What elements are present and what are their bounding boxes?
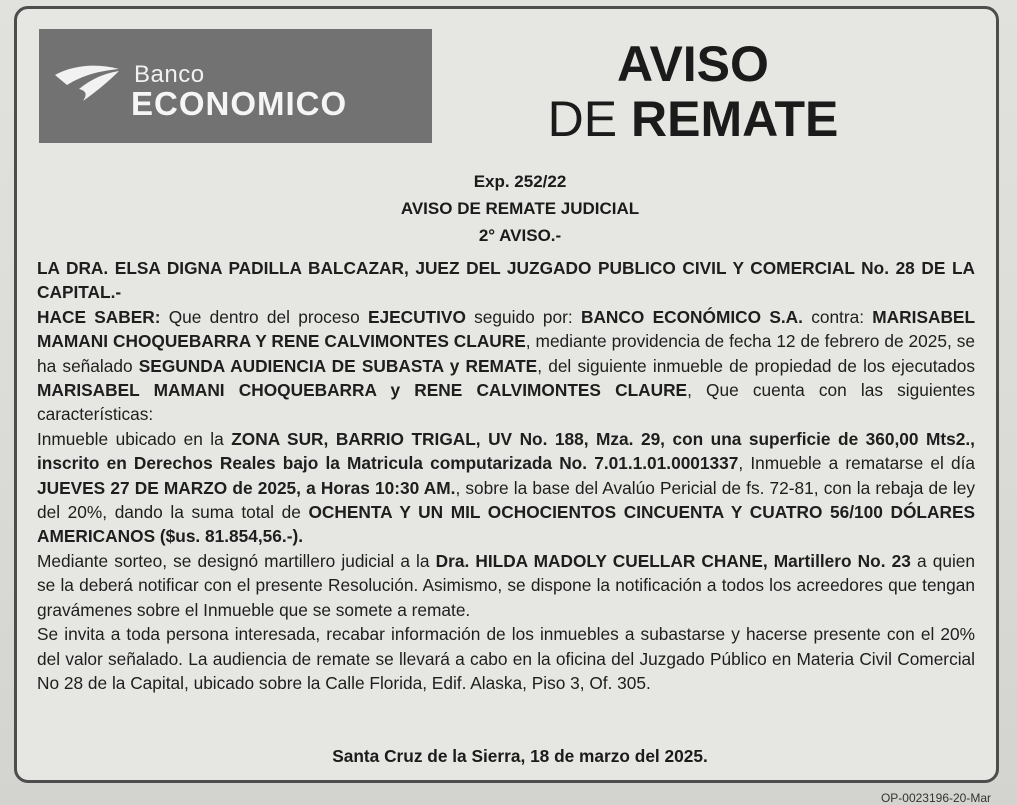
paragraph-hace-saber — [37, 305, 975, 427]
logo-word-banco: Banco — [134, 61, 205, 88]
text-run: Se invita a toda persona interesada, recabar información de los inmuebles a subastarse y hacerse presente con el 20% del valor señalado. La audiencia de remate se llevará a cabo en la oficina del Juzgado Público en Materia Civil Comercial No 28 de la Capital, ubicado sobre la Calle Florida, Edif. Alaska, Piso 3, Of. 305. — [37, 624, 975, 693]
text-run: , Inmueble a rematarse el día — [738, 453, 976, 474]
text-run: contra: — [802, 306, 873, 327]
text-run: Inmueble ubicado en la — [37, 428, 232, 449]
text-run: JUEVES 27 DE MARZO de 2025, a Horas 10:30 AM. — [37, 477, 456, 498]
text-run: , del siguiente inmueble de propiedad de los ejecutados — [537, 355, 975, 376]
paragraph-judge — [37, 256, 975, 305]
publication-reference: OP-0023196-20-Mar — [880, 791, 991, 805]
text-run: MARISABEL MAMANI CHOQUEBARRA y RENE CALVIMONTES CLAURE — [37, 380, 688, 401]
notice-subtitle: AVISO DE REMATE JUDICIAL — [400, 199, 640, 218]
text-run: seguido por: — [465, 306, 581, 327]
title-bold-word: REMATE — [630, 91, 839, 147]
paragraph-auctioneer — [37, 549, 975, 622]
paragraph-invitation — [37, 622, 975, 695]
banco-economico-logo-mark — [53, 61, 123, 105]
title-prefix: DE — [547, 91, 618, 147]
text-run: Dra. HILDA MADOLY CUELLAR CHANE, Martillero No. 23 — [435, 550, 911, 571]
text-run: , mediante providencia de fecha 12 de febrero de 2025, se ha señalado — [37, 331, 975, 376]
place-and-date: Santa Cruz de la Sierra, 18 de marzo del 2025. — [332, 746, 708, 766]
logo-word-economico: ECONOMICO — [131, 85, 348, 122]
text-run: OCHENTA Y UN MIL OCHOCIENTOS CINCUENTA Y CUATRO 56/100 DÓLARES AMERICANOS ($us. 81.854,56.-). — [37, 502, 975, 547]
notice-body — [37, 256, 975, 695]
text-run: EJECUTIVO — [367, 306, 466, 327]
bank-logo — [39, 29, 432, 143]
text-run: ZONA SUR, BARRIO TRIGAL, UV No. 188, Mza. 29, con una superficie de 360,00 Mts2., inscrito en Derechos Reales bajo la Matricula computarizada No. 7.01.1.01.0001337 — [37, 428, 975, 474]
text-run: Que dentro del proceso — [160, 306, 368, 327]
judge-heading: LA DRA. ELSA DIGNA PADILLA BALCAZAR, JUEZ DEL JUZGADO PUBLICO CIVIL Y COMERCIAL No. 28 DE LA CAPITAL.- — [37, 258, 975, 303]
text-run: , sobre la base del Avalúo Pericial de fs. 72-81, con la rebaja de ley del 20%, dando la suma total de — [37, 477, 975, 523]
text-run: HACE SABER: — [37, 306, 161, 327]
text-run: Mediante sorteo, se designó martillero judicial a la — [37, 550, 436, 571]
text-run: a quien se la deberá notificar con el presente Resolución. Asimismo, se dispone la notificación a todos los acreedores que tengan gravámenes sobre el Inmueble que se somete a remate. — [37, 550, 976, 620]
notice-title-line-1: AVISO — [617, 36, 769, 92]
notice-title-line-2 — [538, 91, 848, 147]
notice-ordinal: 2° AVISO.- — [478, 226, 562, 245]
paragraph-property — [37, 427, 975, 549]
text-run: MARISABEL MAMANI CHOQUEBARRA Y RENE CALVIMONTES CLAURE — [37, 306, 976, 352]
text-run: BANCO ECONÓMICO S.A. — [580, 306, 803, 327]
case-number: Exp. 252/22 — [473, 172, 567, 191]
text-run: SEGUNDA AUDIENCIA DE SUBASTA y REMATE — [138, 355, 538, 376]
text-run: , Que cuenta con las siguientes características: — [37, 380, 975, 425]
